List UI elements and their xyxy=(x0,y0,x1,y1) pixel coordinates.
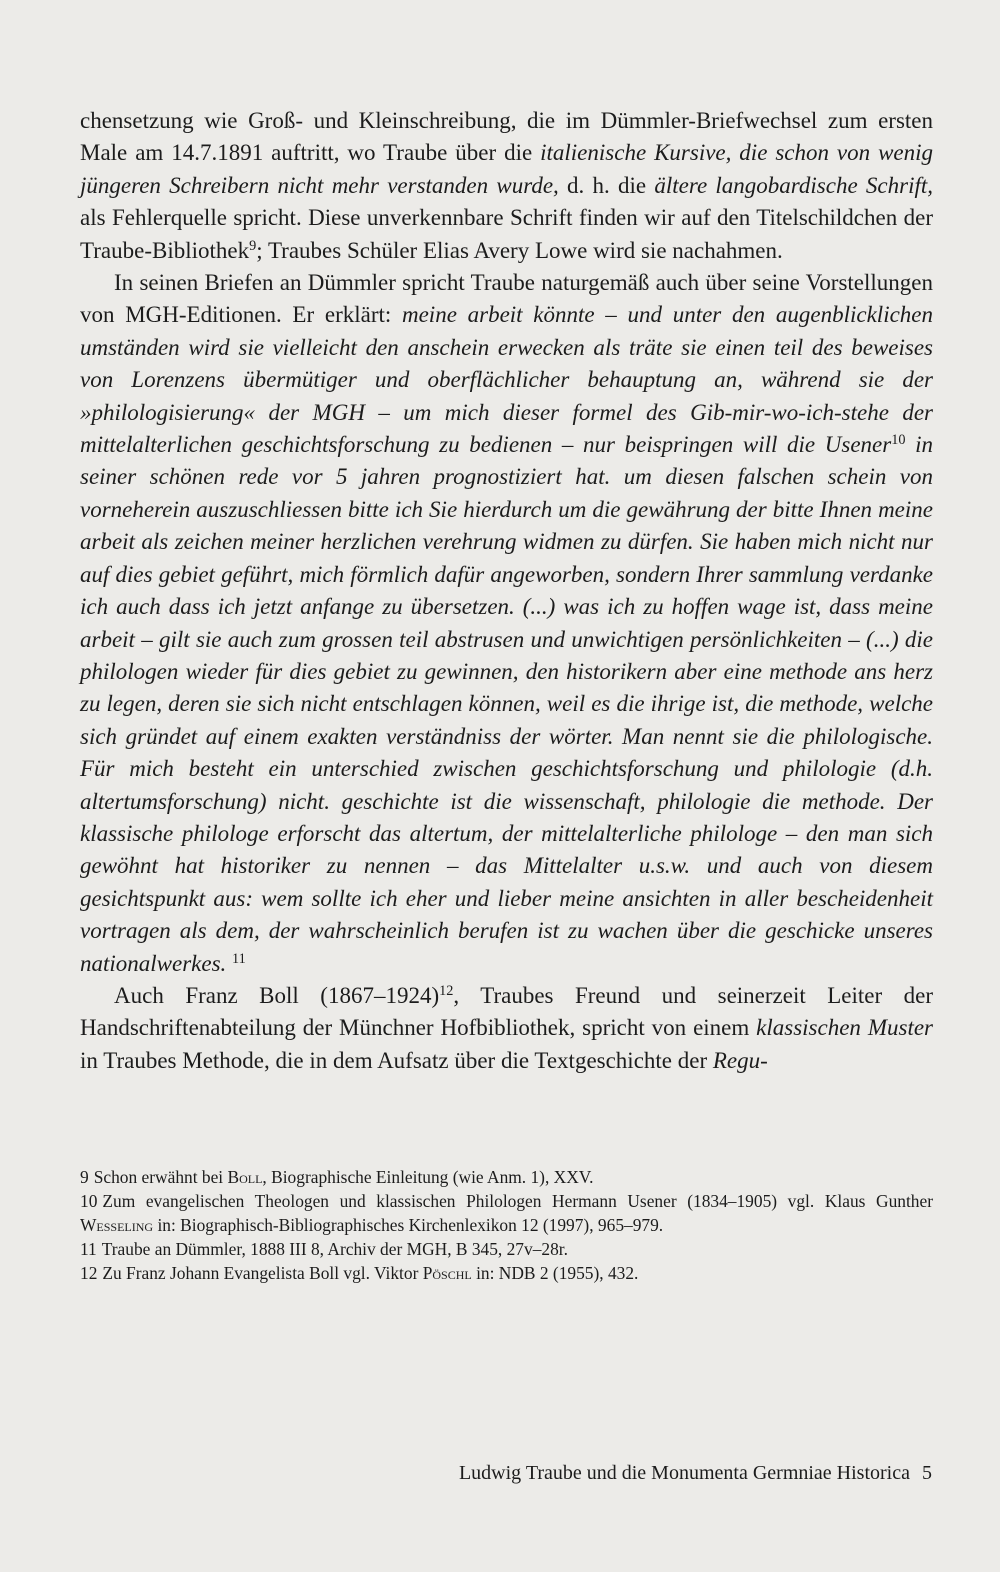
footnote-number: 9 xyxy=(80,1167,89,1187)
footnote-text: Traube an Dümmler, 1888 III 8, Archiv der MGH, B 345, 27v–28r. xyxy=(101,1239,568,1259)
footnote-text: Zum evangelischen Theologen und klassischen Philologen Hermann Usener (1834–1905) vgl. Klaus Gunther xyxy=(102,1191,933,1211)
footnote xyxy=(80,1165,933,1189)
footnote xyxy=(80,1261,933,1285)
quote-italic: italienische Kursive, die schon von wenig jüngeren Schreibern nicht mehr verstanden wurde, xyxy=(80,140,934,198)
quote-italic: klassischen Muster xyxy=(756,1015,933,1041)
text-run: Auch Franz Boll (1867–1924) xyxy=(114,982,440,1008)
author-name: Boll xyxy=(227,1167,263,1187)
text-run: ; Traubes Schüler Elias Avery Lowe wird sie nachahmen. xyxy=(256,237,783,263)
running-footer xyxy=(459,1460,932,1486)
text-run: In seinen Briefen an Dümmler spricht Traube naturgemäß auch über seine Vorstellungen von MGH-Editionen. Er erklärt: xyxy=(80,270,933,328)
running-title: Ludwig Traube und die Monumenta Germniae Historica xyxy=(458,1462,910,1484)
footnote-number: 12 xyxy=(80,1263,98,1283)
footnote-ref[interactable]: 9 xyxy=(249,237,257,254)
letter-quote: meine arbeit könnte – und unter den augenblicklichen umständen wird sie vielleicht den anschein erwecken als träte sie einen teil des beweises von Lorenzens übermütiger und oberflächlicher behauptung an, während sie der »philologisierung« der MGH – um mich dieser formel des Gib-mir-wo-ich-stehe der mittelalterlichen geschichtsforschung zu bedienen – nur beispringen will die Usener xyxy=(80,302,934,458)
paragraph-3 xyxy=(80,980,933,1077)
footnote-text: , Biographische Einleitung (wie Anm. 1), XXV. xyxy=(262,1167,594,1187)
footnote-number: 11 xyxy=(80,1239,97,1259)
footnote-text: Zu Franz Johann Evangelista Boll vgl. Viktor xyxy=(102,1263,423,1283)
footnote-text: in: Biographisch-Bibliographisches Kirchenlexikon 12 (1997), 965–979. xyxy=(153,1215,664,1235)
paragraph-2 xyxy=(80,267,933,980)
page-number: 5 xyxy=(922,1462,932,1484)
letter-quote: in seiner schönen rede vor 5 jahren prognostiziert hat. um diesen falschen schein von vorneherein auszuschliessen bitte ich Sie hierdurch um die gewährung der bitte Ihnen meine arbeit als zeichen meiner herzlichen verehrung widmen zu dürfen. Sie haben mich nicht nur auf dies gebiet geführt, mich förmlich dafür angeworben, sondern Ihrer sammlung verdanke ich auch dass ich jetzt anfange zu übersetzen. (...) was ich zu hoffen wage ist, dass meine arbeit – gilt sie auch zum grossen teil abstrusen und unwichtigen persönlichkeiten – (...) die philologen wieder für dies gebiet zu gewinnen, den historikern aber eine methode ans herz zu legen, deren sie sich nicht entschlagen können, weil es die ihrige ist, die methode, welche sich gründet auf einem exakten verständniss der wörter. Man nennt sie die philologische. Für mich besteht ein unterschied zwischen geschichtsforschung und philologie (d.h. altertumsforschung) nicht. geschichte ist die wissenschaft, philologie die methode. Der klassische philologe erforscht das altertum, der mittelalterliche philologe – den man sich gewöhnt hat historiker zu nennen – das Mittelalter u.s.w. und auch von diesem gesichtspunkt aus: wem sollte ich eher und lieber meine ansichten in aller bescheidenheit vortragen als dem, der wahrscheinlich berufen ist zu wachen über die geschicke unseres nationalwerkes. xyxy=(80,432,933,976)
footnotes xyxy=(80,1165,933,1285)
text-run: d. h. die xyxy=(558,172,655,198)
author-name: Wesseling xyxy=(80,1215,154,1235)
footnote xyxy=(80,1237,933,1261)
main-text xyxy=(80,105,933,1077)
footnote-ref[interactable]: 11 xyxy=(232,950,246,967)
footnote-number: 10 xyxy=(80,1191,98,1211)
footnote-text: in: NDB 2 (1955), 432. xyxy=(471,1263,639,1283)
author-name: Pöschl xyxy=(422,1263,472,1283)
text-run: , Traubes Freund und seinerzeit Leiter der Handschriftenabteilung der Münchner Hofbibliothek, spricht von einem xyxy=(80,982,933,1041)
footnote-ref[interactable]: 10 xyxy=(891,432,906,449)
paragraph-1 xyxy=(80,105,933,267)
quote-italic: ältere langobardische Schrift, xyxy=(654,172,933,198)
footnote xyxy=(80,1189,933,1237)
footnote-text: Schon erwähnt bei xyxy=(93,1167,228,1187)
text-run: chensetzung wie Groß- und Kleinschreibung, die im Dümmler-Briefwechsel zum ersten Male am 14.7.1891 auftritt, wo Traube über die xyxy=(80,108,933,166)
text-run: in Traubes Methode, die in dem Aufsatz über die Textgeschichte der xyxy=(80,1047,713,1073)
text-run: als Fehlerquelle spricht. Diese unverkennbare Schrift finden wir auf den Titelschildchen der Traube-Bibliothek xyxy=(80,205,933,263)
footnote-ref[interactable]: 12 xyxy=(439,983,454,1000)
quote-italic: Regu- xyxy=(712,1047,768,1073)
